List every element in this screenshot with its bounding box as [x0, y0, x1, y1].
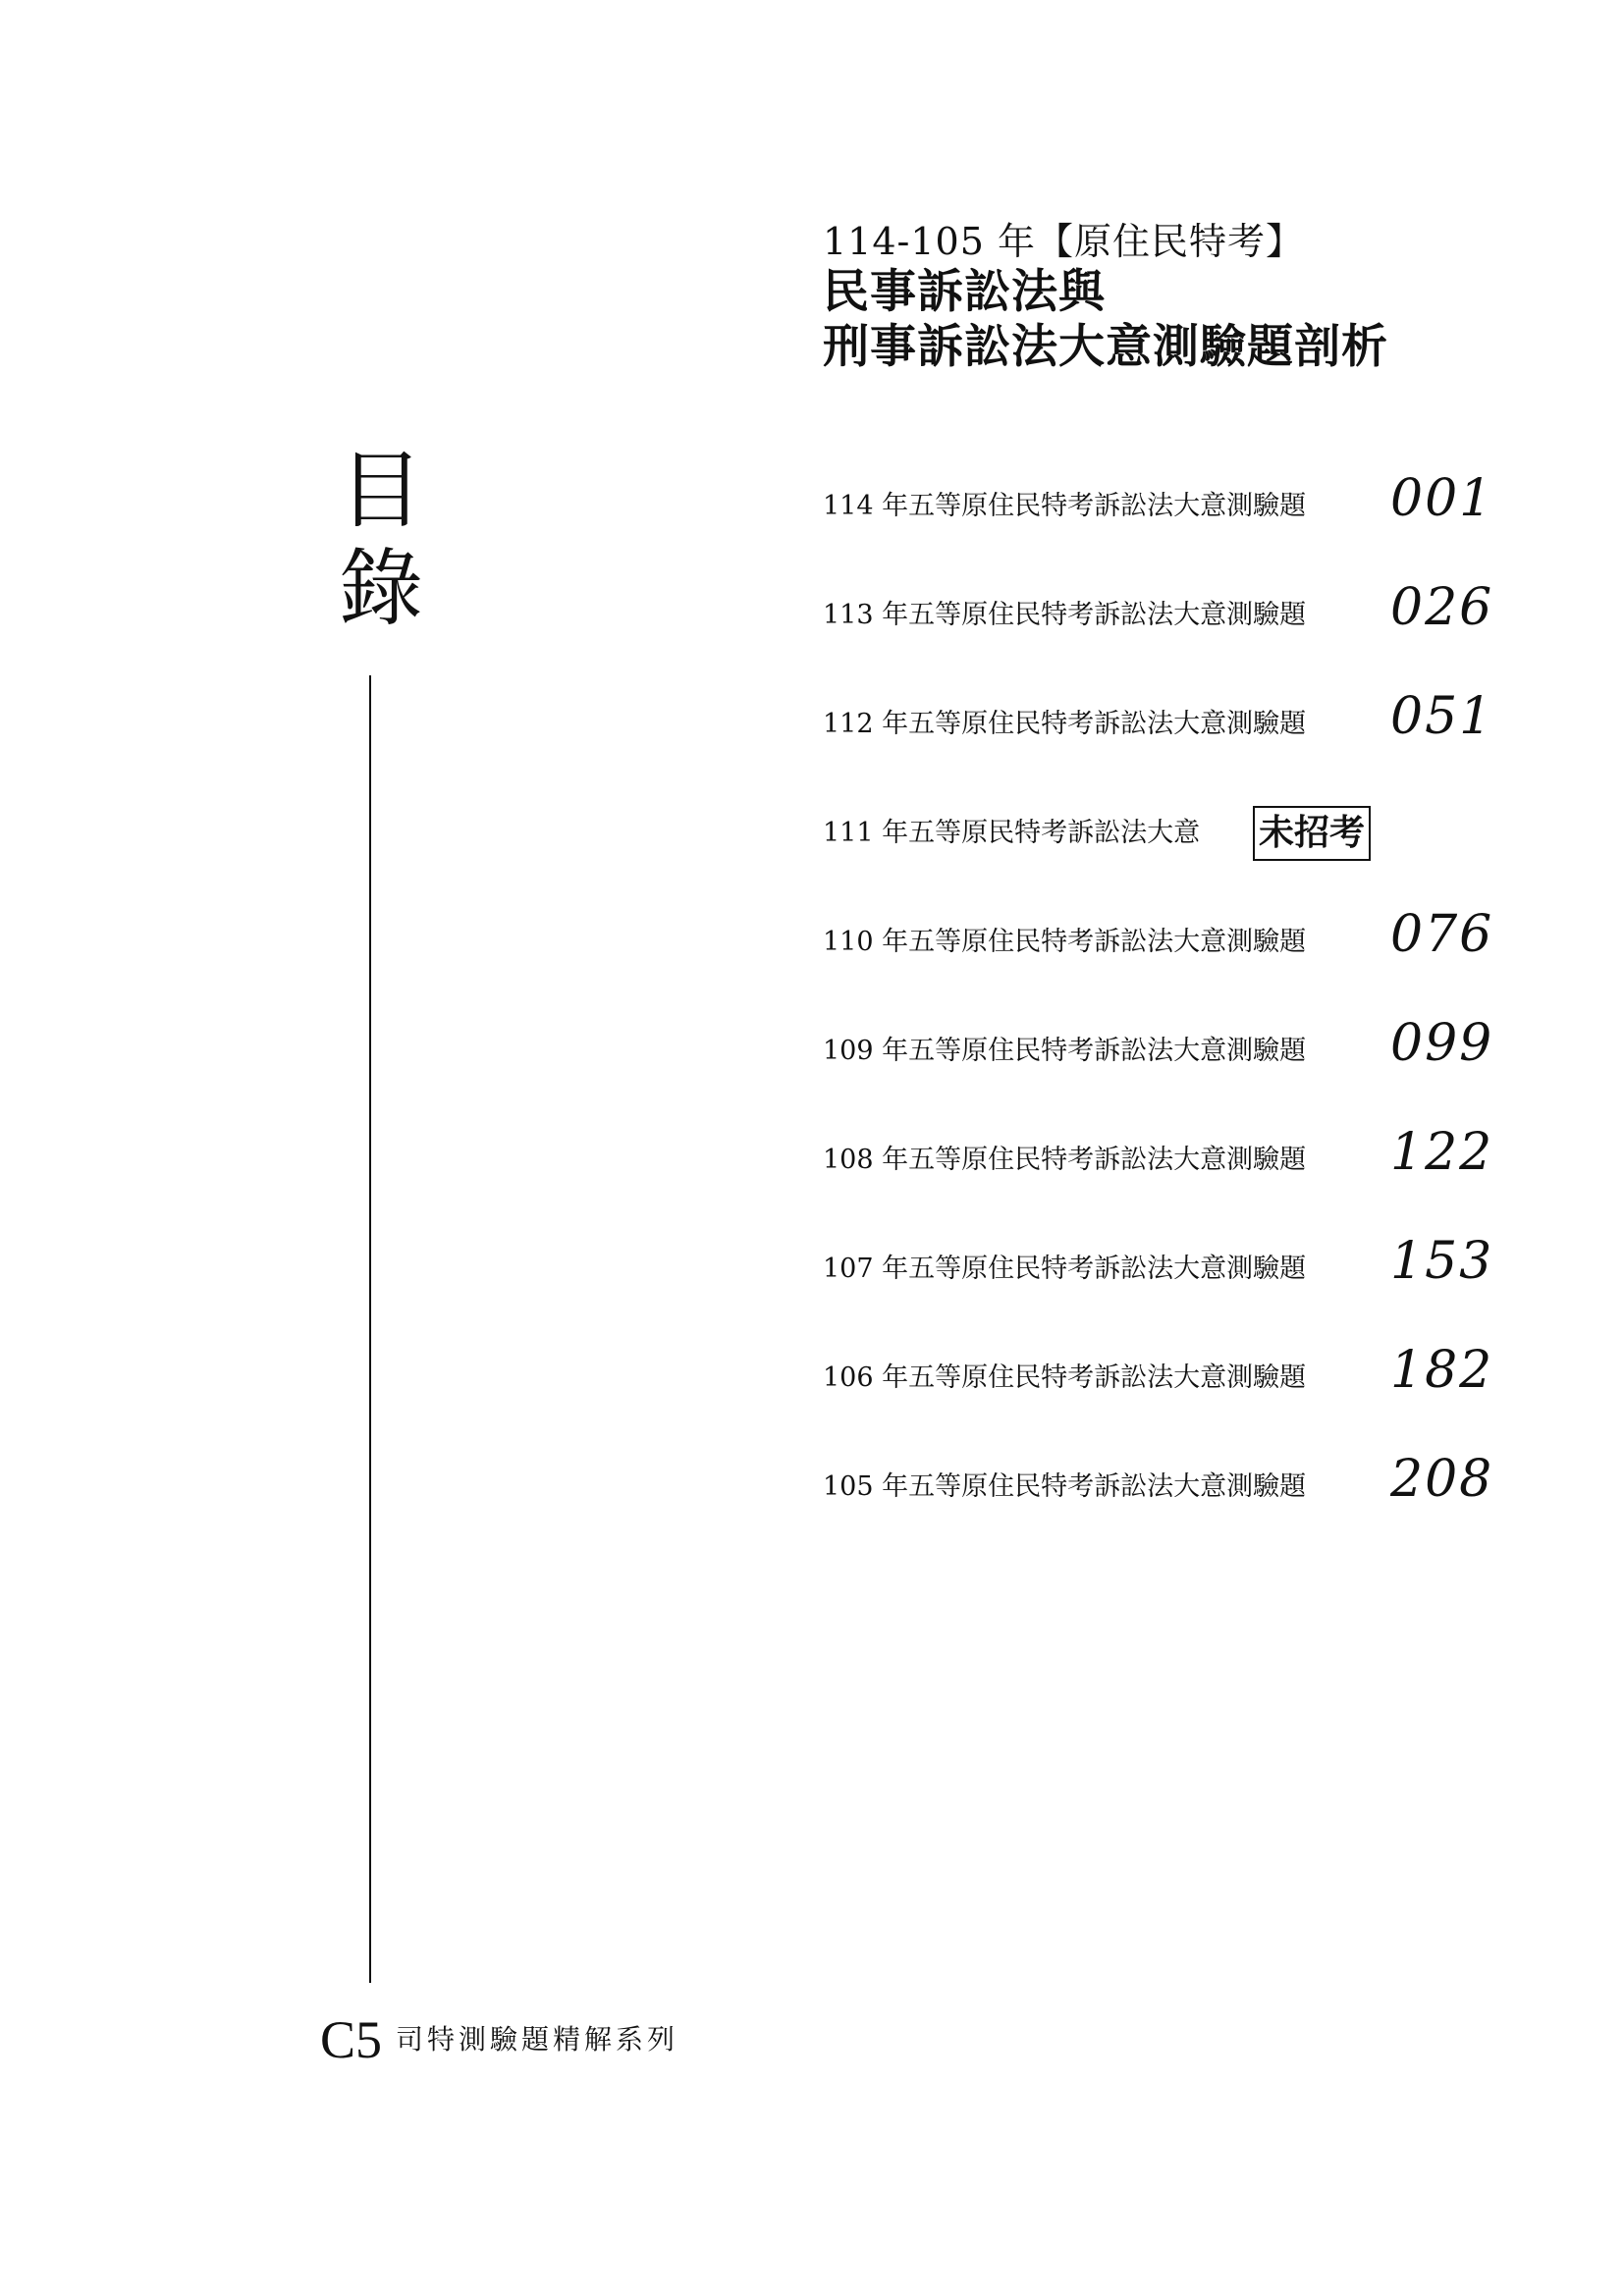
- toc-entry[interactable]: [823, 1452, 1510, 1561]
- book-title-main-2: 刑事訴訟法大意測驗題剖析: [823, 320, 1388, 374]
- toc-entry-page: 099: [1390, 1014, 1494, 1073]
- not-held-badge: 未招考: [1253, 806, 1371, 861]
- book-title: [823, 218, 1388, 375]
- toc-entry-title: 114 年五等原住民特考訴訟法大意測驗題: [823, 491, 1307, 521]
- toc-entry-title: 108 年五等原住民特考訴訟法大意測驗題: [823, 1145, 1307, 1175]
- toc-entry: [823, 798, 1510, 907]
- toc-entry-title: 105 年五等原住民特考訴訟法大意測驗題: [823, 1471, 1307, 1502]
- series-code: C5: [320, 2010, 383, 2069]
- toc-heading-char-1: 目: [339, 442, 423, 540]
- toc-entry-page: 208: [1390, 1450, 1494, 1509]
- toc-entry-title: 112 年五等原住民特考訴訟法大意測驗題: [823, 709, 1307, 739]
- toc-entry[interactable]: [823, 580, 1510, 689]
- toc-entry[interactable]: [823, 689, 1510, 798]
- toc-heading-char-2: 錄: [339, 540, 423, 638]
- toc-entry-page: 122: [1390, 1123, 1494, 1182]
- toc-entry[interactable]: [823, 1234, 1510, 1343]
- vertical-divider: [369, 675, 371, 1983]
- toc-entry[interactable]: [823, 1343, 1510, 1452]
- toc-entry[interactable]: [823, 1125, 1510, 1234]
- page-footer: [320, 2010, 678, 2069]
- book-title-main-1: 民事訴訟法與: [823, 265, 1106, 319]
- toc-entry-page: 026: [1390, 578, 1494, 637]
- toc-entry-title: 107 年五等原住民特考訴訟法大意測驗題: [823, 1254, 1307, 1284]
- toc-entry-page: 001: [1390, 469, 1494, 528]
- book-title-years: 114-105 年【原住民特考】: [823, 220, 1304, 263]
- toc-entry-page: 051: [1390, 687, 1494, 746]
- toc-entry-page: 076: [1390, 905, 1494, 964]
- toc-entry-title: 111 年五等原民特考訴訟法大意: [823, 818, 1201, 848]
- toc-entry-page: 182: [1390, 1341, 1494, 1400]
- toc-entry[interactable]: [823, 907, 1510, 1016]
- toc-entry[interactable]: [823, 471, 1510, 580]
- toc-entry-title: 110 年五等原住民特考訴訟法大意測驗題: [823, 927, 1307, 957]
- toc-entry-title: 113 年五等原住民特考訴訟法大意測驗題: [823, 600, 1307, 630]
- toc-list: [823, 471, 1510, 1561]
- toc-entry-title: 109 年五等原住民特考訴訟法大意測驗題: [823, 1036, 1307, 1066]
- series-name: 司特測驗題精解系列: [396, 2023, 679, 2056]
- toc-entry-title: 106 年五等原住民特考訴訟法大意測驗題: [823, 1362, 1307, 1393]
- toc-entry[interactable]: [823, 1016, 1510, 1125]
- toc-heading: [332, 442, 430, 638]
- toc-entry-page: 153: [1390, 1232, 1494, 1291]
